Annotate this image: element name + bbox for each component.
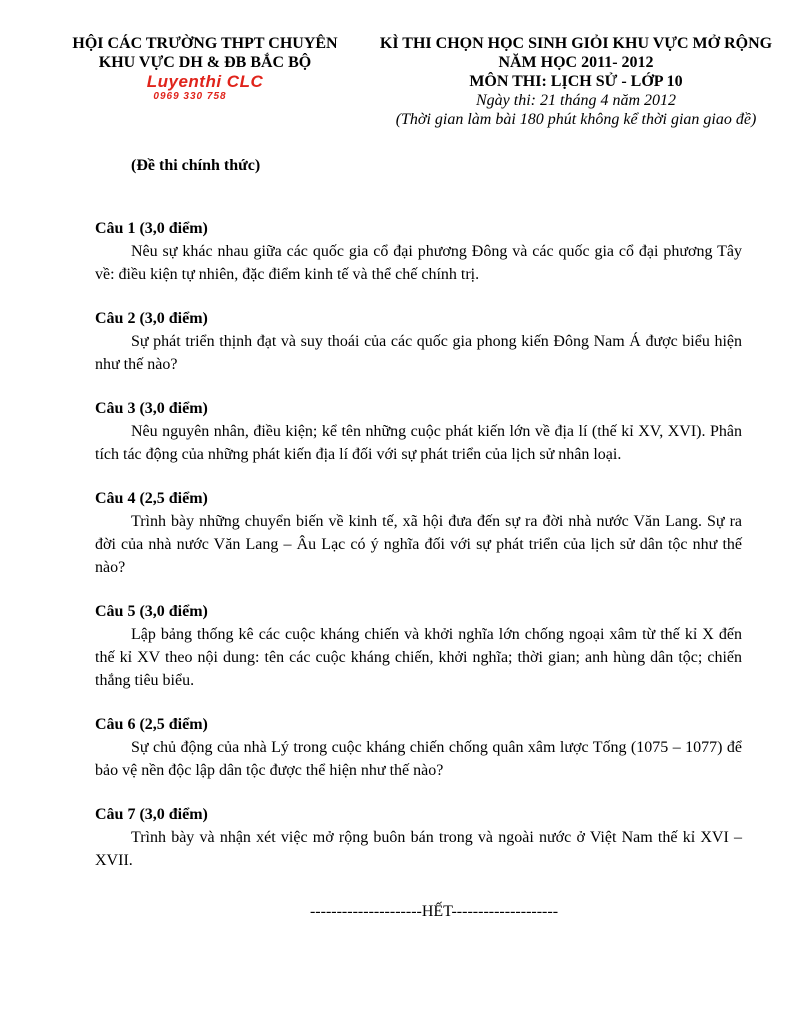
region-name: KHU VỰC DH & ĐB BẮC BỘ [98,54,312,71]
header-left [40,34,370,102]
luyenthi-logo: Luyenthi CLC [146,72,264,91]
question-7 [95,804,742,872]
question-body: Sự chủ động của nhà Lý trong cuộc kháng chiến chống quân xâm lược Tống (1075 – 1077) để bảo vệ nền độc lập dân tộc được thể hiện như thế nào? [95,739,742,779]
header-right [372,34,780,129]
question-title: Câu 5 (3,0 điểm) [95,603,208,620]
question-body: Trình bày những chuyển biến về kinh tế, xã hội đưa đến sự ra đời nhà nước Văn Lang. Sự ra đời của nhà nước Văn Lang – Âu Lạc có ý nghĩa đối với sự phát triển của lịch sử dân tộc như thế nào? [95,513,742,576]
question-title: Câu 4 (2,5 điểm) [95,490,208,507]
question-title: Câu 7 (3,0 điểm) [95,806,208,823]
question-list [95,218,742,894]
question-title: Câu 2 (3,0 điểm) [95,310,208,327]
subject: MÔN THI: LỊCH SỬ - LỚP 10 [469,73,683,90]
exam-name: KÌ THI CHỌN HỌC SINH GIỎI KHU VỰC MỞ RỘNG [379,35,773,52]
question-body: Trình bày và nhận xét việc mở rộng buôn bán trong và ngoài nước ở Việt Nam thế kỉ XVI – XVII. [95,829,742,869]
logo-phone: 0969 330 758 [153,91,227,102]
school-year: NĂM HỌC 2011- 2012 [498,54,654,71]
exam-duration: (Thời gian làm bài 180 phút không kể thời gian giao đề) [395,111,757,128]
question-4 [95,488,742,579]
question-body: Nêu sự khác nhau giữa các quốc gia cổ đại phương Đông và các quốc gia cổ đại phương Tây về: điều kiện tự nhiên, đặc điểm kinh tế và thể chế chính trị. [95,243,742,283]
question-2 [95,308,742,376]
question-title: Câu 6 (2,5 điểm) [95,716,208,733]
exam-date: Ngày thi: 21 tháng 4 năm 2012 [476,92,676,109]
end-mark: ---------------------HẾT-------------------- [309,903,559,920]
question-5 [95,601,742,692]
official-label: (Đề thi chính thức) [131,157,261,174]
question-6 [95,714,742,782]
question-3 [95,398,742,466]
question-body: Lập bảng thống kê các cuộc kháng chiến và khởi nghĩa lớn chống ngoại xâm từ thế kỉ X đến thế kỉ XV theo nội dung: tên các cuộc kháng chiến, khởi nghĩa; thời gian; anh hùng dân tộc; chiến thắng tiêu biểu. [95,626,742,689]
question-body: Sự phát triển thịnh đạt và suy thoái của các quốc gia phong kiến Đông Nam Á được biểu hiện như thế nào? [95,333,742,373]
association-name: HỘI CÁC TRƯỜNG THPT CHUYÊN [72,35,338,52]
question-body: Nêu nguyên nhân, điều kiện; kể tên những cuộc phát kiến lớn về địa lí (thế kỉ XV, XVI). Phân tích tác động của những phát kiến địa lí đối với sự phát triển của lịch sử nhân loại. [95,423,742,463]
question-title: Câu 3 (3,0 điểm) [95,400,208,417]
question-title: Câu 1 (3,0 điểm) [95,220,208,237]
question-1 [95,218,742,286]
